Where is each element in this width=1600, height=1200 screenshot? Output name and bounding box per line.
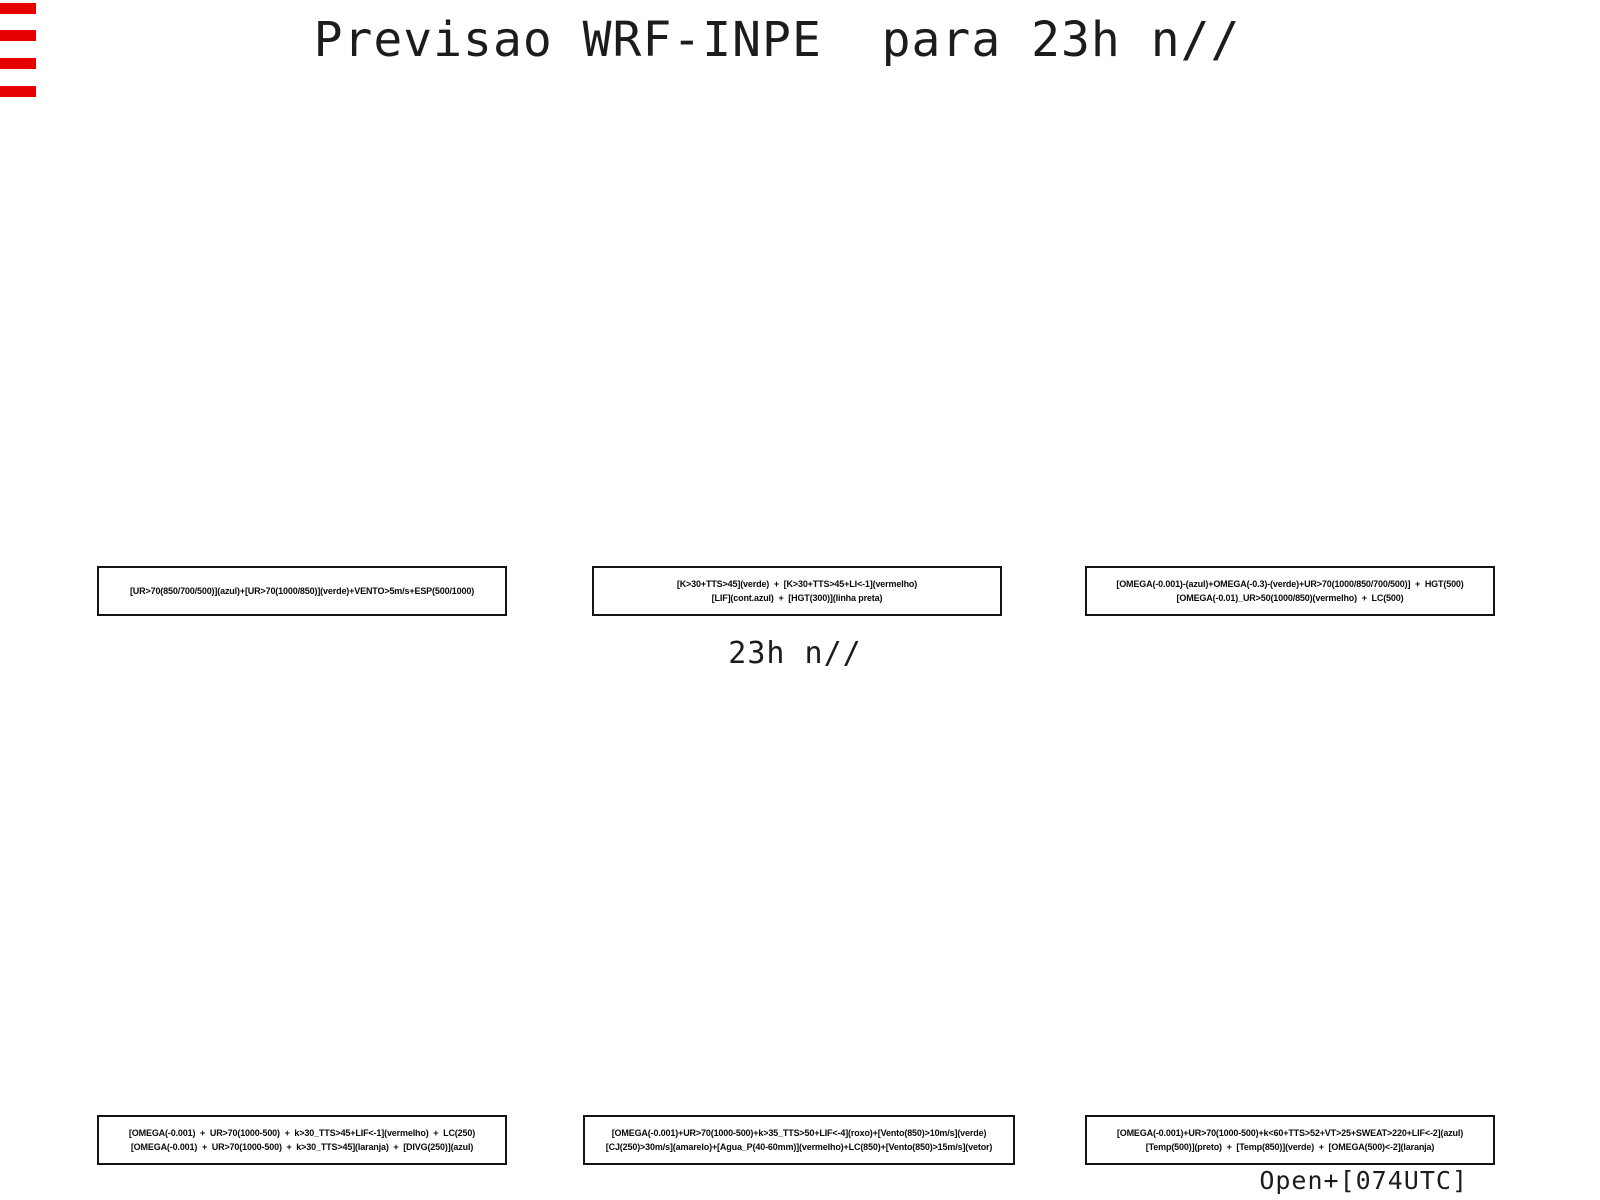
legend-box-top-center [592, 566, 1002, 616]
legend-line: [K>30+TTS>45](verde) + [K>30+TTS>45+LI<-1](vermelho) [676, 579, 918, 589]
legend-line: [OMEGA(-0.001)+UR>70(1000-500)+k>35_TTS>50+LIF<-4](roxo)+[Vento(850)>10m/s](verde) [611, 1128, 987, 1138]
red-mark [0, 86, 36, 97]
legend-line: [OMEGA(-0.001) + UR>70(1000-500) + k>30_TTS>45+LIF<-1](vermelho) + LC(250) [128, 1128, 476, 1138]
legend-box-top-right [1085, 566, 1495, 616]
footer-run-label: Open+[074UTC] [1259, 1166, 1468, 1195]
legend-line: [CJ(250)>30m/s](amarelo)+[Agua_P(40-60mm)](vermelho)+LC(850)+[Vento(850)>15m/s](vetor) [605, 1142, 993, 1152]
legend-line: [OMEGA(-0.01)_UR>50(1000/850)(vermelho) + LC(500) [1176, 593, 1404, 603]
center-time-label: 23h n// [728, 636, 862, 671]
page-title: Previsao WRF-INPE para 23h n// [313, 12, 1241, 68]
legend-line: [Temp(500)](preto) + [Temp(850)](verde) + [OMEGA(500)<-2](laranja) [1145, 1142, 1435, 1152]
legend-box-bottom-left [97, 1115, 507, 1165]
legend-box-top-left [97, 566, 507, 616]
legend-line: [OMEGA(-0.001) + UR>70(1000-500) + k>30_TTS>45](laranja) + [DIVG(250)](azul) [130, 1142, 474, 1152]
legend-line: [OMEGA(-0.001)-(azul)+OMEGA(-0.3)-(verde)+UR>70(1000/850/700/500)] + HGT(500) [1116, 579, 1464, 589]
legend-line: [LIF](cont.azul) + [HGT(300)](linha preta) [711, 593, 883, 603]
legend-line: [OMEGA(-0.001)+UR>70(1000-500)+k<60+TTS>52+VT>25+SWEAT>220+LIF<-2](azul) [1116, 1128, 1464, 1138]
legend-line: [UR>70(850/700/500)](azul)+[UR>70(1000/850)](verde)+VENTO>5m/s+ESP(500/1000) [129, 586, 475, 596]
legend-box-bottom-center [583, 1115, 1015, 1165]
legend-box-bottom-right [1085, 1115, 1495, 1165]
